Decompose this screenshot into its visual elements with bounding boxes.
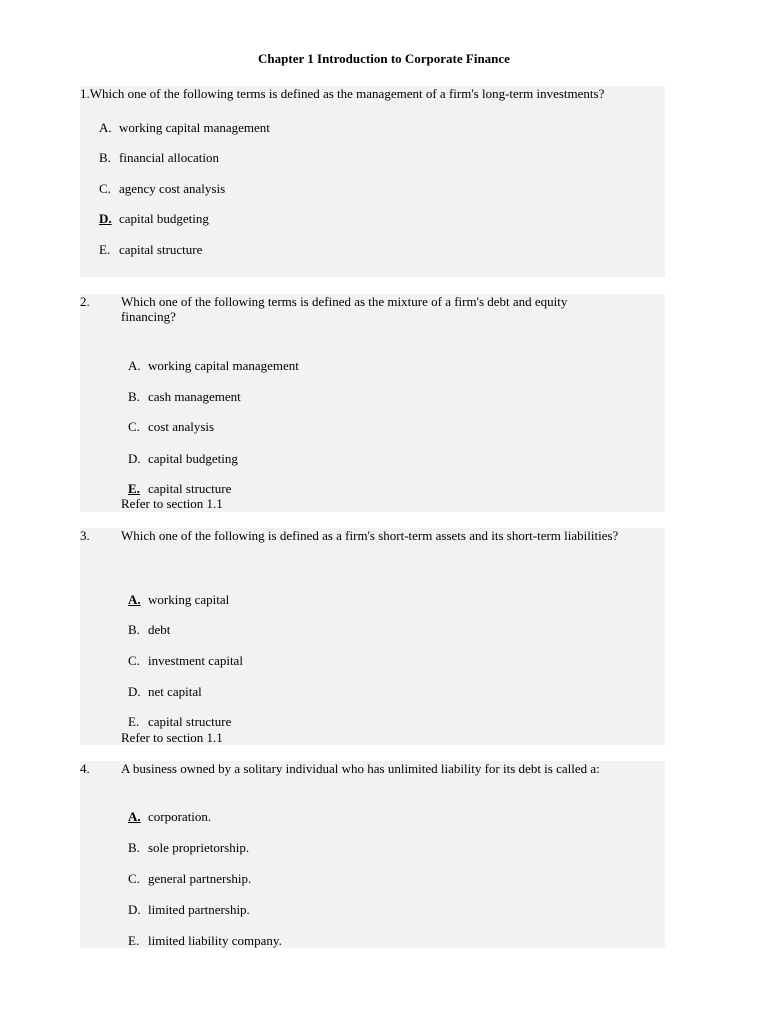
option-text: debt — [148, 622, 171, 637]
option-e[interactable] — [128, 481, 231, 496]
section-reference: Refer to section 1.1 — [121, 730, 223, 745]
option-letter: D. — [128, 451, 141, 466]
option-d[interactable] — [99, 211, 209, 226]
question-text: Which one of the following terms is defined as the mixture of a firm's debt and equity financing? — [121, 294, 568, 324]
option-letter: A. — [128, 358, 141, 373]
question-number: 2. — [80, 294, 90, 309]
option-letter: B. — [128, 840, 140, 855]
option-a[interactable] — [128, 809, 211, 824]
option-c[interactable] — [128, 653, 243, 668]
option-letter-answer: A. — [128, 809, 141, 824]
option-letter: D. — [128, 684, 141, 699]
question-text: Which one of the following terms is defined as the management of a firm's long-term investments? — [89, 86, 605, 101]
option-letter: E. — [99, 242, 111, 257]
option-b[interactable] — [99, 150, 219, 165]
option-text: general partnership. — [148, 871, 252, 886]
option-letter: D. — [128, 902, 141, 917]
question-number: 4. — [80, 761, 90, 776]
option-e[interactable] — [128, 714, 231, 729]
option-letter: C. — [128, 419, 140, 434]
option-text: investment capital — [148, 653, 243, 668]
option-e[interactable] — [128, 933, 282, 948]
option-letter-answer: E. — [128, 481, 140, 496]
option-letter: A. — [99, 120, 112, 135]
option-letter: C. — [128, 653, 140, 668]
option-a[interactable] — [99, 120, 270, 135]
option-text: working capital management — [148, 358, 299, 373]
option-text: capital structure — [148, 714, 232, 729]
option-letter: B. — [99, 150, 111, 165]
option-text: financial allocation — [119, 150, 219, 165]
option-d[interactable] — [128, 451, 238, 466]
question-2 — [80, 294, 665, 512]
question-4 — [80, 761, 665, 948]
option-c[interactable] — [128, 419, 214, 434]
option-text: cash management — [148, 389, 241, 404]
option-d[interactable] — [128, 684, 202, 699]
option-letter-answer: D. — [99, 211, 112, 226]
option-b[interactable] — [128, 840, 249, 855]
option-b[interactable] — [128, 389, 241, 404]
option-a[interactable] — [128, 592, 229, 607]
option-text: capital structure — [119, 242, 203, 257]
option-text: limited partnership. — [148, 902, 250, 917]
page-title: Chapter 1 Introduction to Corporate Finance — [258, 51, 510, 66]
option-c[interactable] — [99, 181, 225, 196]
question-text: A business owned by a solitary individual who has unlimited liability for its debt is called a: — [121, 761, 600, 776]
question-text: Which one of the following is defined as a firm's short-term assets and its short-term liabilities? — [121, 528, 619, 543]
question-stem — [80, 86, 665, 101]
option-text: corporation. — [148, 809, 212, 824]
option-c[interactable] — [128, 871, 251, 886]
option-letter: E. — [128, 933, 140, 948]
option-a[interactable] — [128, 358, 299, 373]
option-text: limited liability company. — [148, 933, 282, 948]
option-letter: B. — [128, 389, 140, 404]
option-text: net capital — [148, 684, 202, 699]
option-d[interactable] — [128, 902, 250, 917]
section-reference: Refer to section 1.1 — [121, 496, 223, 511]
question-1 — [80, 86, 665, 277]
option-b[interactable] — [128, 622, 170, 637]
question-number: 1. — [80, 86, 90, 101]
option-text: capital budgeting — [119, 211, 209, 226]
option-letter-answer: A. — [128, 592, 141, 607]
option-text: agency cost analysis — [119, 181, 226, 196]
option-letter: E. — [128, 714, 140, 729]
option-text: cost analysis — [148, 419, 215, 434]
option-text: capital structure — [148, 481, 232, 496]
option-text: capital budgeting — [148, 451, 238, 466]
question-number: 3. — [80, 528, 90, 543]
option-text: working capital management — [119, 120, 270, 135]
option-letter: C. — [128, 871, 140, 886]
option-letter: B. — [128, 622, 140, 637]
option-letter: C. — [99, 181, 111, 196]
option-text: working capital — [148, 592, 230, 607]
option-text: sole proprietorship. — [148, 840, 250, 855]
question-3 — [80, 528, 665, 745]
option-e[interactable] — [99, 242, 202, 257]
